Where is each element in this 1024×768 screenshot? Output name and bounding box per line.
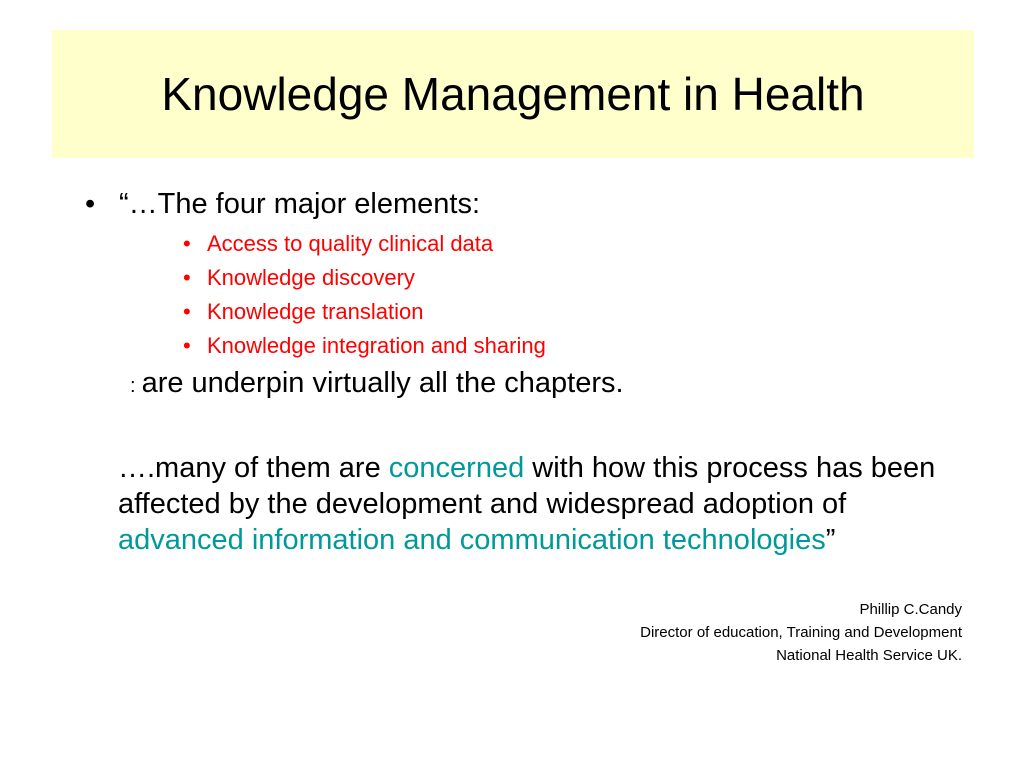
bullet-icon: • [183,231,191,256]
attribution [640,598,962,667]
highlight-technologies: advanced information and communication technologies [118,524,826,556]
paragraph-text: ….many of them are [118,452,389,484]
element-text: Knowledge integration and sharing [207,333,546,358]
bullet-icon: • [85,188,96,220]
elements-list [183,227,546,363]
slide-title: Knowledge Management in Health [161,68,865,120]
paragraph-text: with how this process has been affected by the development and widespread adoption of [118,452,936,520]
element-text: Access to quality clinical data [207,231,494,256]
element-text: Knowledge discovery [207,265,415,290]
bullet-icon: • [183,265,191,290]
main-bullet [85,187,480,221]
list-item [183,227,546,261]
underpin-text: are underpin virtually all the chapters. [141,367,624,399]
bullet-icon: • [183,333,191,358]
bullet-icon: • [183,299,191,324]
title-banner [52,30,974,158]
attribution-organization: National Health Service UK. [776,647,962,664]
highlight-concerned: concerned [388,452,525,484]
attribution-role: Director of education, Training and Development [640,624,962,641]
quote-paragraph [118,450,968,558]
attribution-name: Phillip C.Candy [859,601,962,618]
list-item [183,329,546,363]
closing-quote: ” [825,524,836,556]
main-bullet-text: “…The four major elements: [119,188,481,220]
underpin-line [130,366,624,403]
underpin-colon: : [130,375,136,397]
list-item [183,295,546,329]
list-item [183,261,546,295]
element-text: Knowledge translation [207,299,424,324]
